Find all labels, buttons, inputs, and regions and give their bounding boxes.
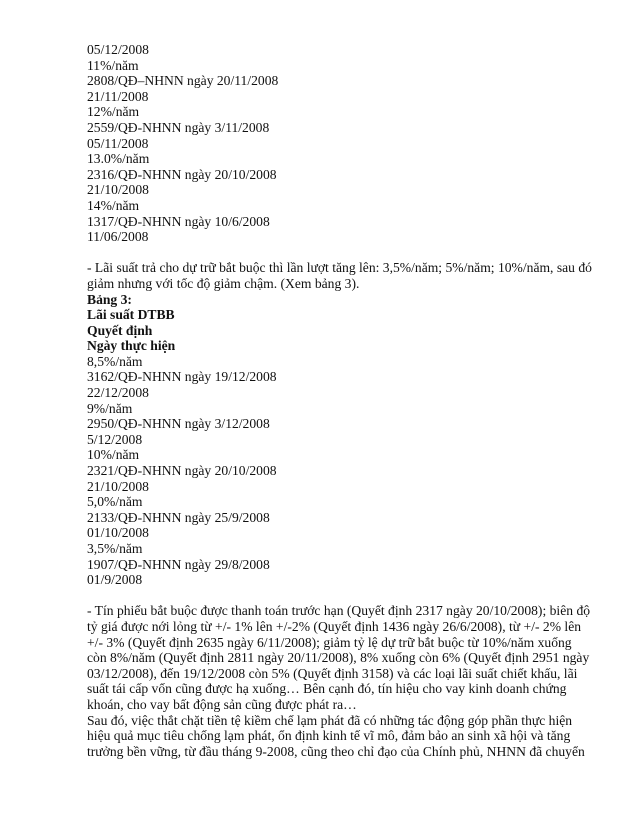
table-cell: 5/12/2008 [87,431,143,447]
paragraph-line: 03/12/2008), đến 19/12/2008 còn 5% (Quyết định 3158) và các loại lãi suất chiết khấu, lãi [87,665,578,681]
paragraph-line: +/- 3% (Quyết định 2635 ngày 6/11/2008); giảm tỷ lệ dự trữ bắt buộc từ 10%/năm xuống [87,634,572,650]
document-page [87,42,607,759]
table-cell: 12%/năm [87,104,140,120]
table-cell: 14%/năm [87,197,140,213]
table-cell: 21/10/2008 [87,182,149,198]
table-cell: 1317/QĐ-NHNN ngày 10/6/2008 [87,213,270,229]
table-cell: 2808/QĐ–NHNN ngày 20/11/2008 [87,73,279,89]
table-cell: 01/9/2008 [87,572,143,588]
table-cell: 13.0%/năm [87,151,150,167]
paragraph-line: còn 8%/năm (Quyết định 2811 ngày 20/11/2008), 8% xuống còn 6% (Quyết định 2951 ngày [87,650,590,666]
table-cell: 2316/QĐ-NHNN ngày 20/10/2008 [87,166,277,182]
table-cell: 22/12/2008 [87,385,149,401]
table-cell: 11%/năm [87,57,139,73]
blank-line [87,245,607,261]
table-cell: 01/10/2008 [87,525,149,541]
paragraph-line: Sau đó, việc thắt chặt tiền tệ kiềm chế lạm phát đã có những tác động góp phần thực hiện [87,712,573,728]
table-cell: 05/11/2008 [87,135,149,151]
paragraph-line: hiệu quả mục tiêu chống lạm phát, ổn định kinh tế vĩ mô, đảm bảo an sinh xã hội và tăng [87,728,571,744]
paragraph-line: - Tín phiếu bắt buộc được thanh toán trước hạn (Quyết định 2317 ngày 20/10/2008); biên độ [87,603,591,619]
table-cell: 21/10/2008 [87,478,149,494]
table-cell: 21/11/2008 [87,88,149,104]
table-cell: 2321/QĐ-NHNN ngày 20/10/2008 [87,463,277,479]
paragraph-line: - Lãi suất trả cho dự trữ bắt buộc thì lần lượt tăng lên: 3,5%/năm; 5%/năm; 10%/năm, sau đó [87,260,592,276]
table-cell: 10%/năm [87,447,140,463]
paragraph-bills [87,603,607,712]
paragraph-reserve-interest [87,260,607,291]
paragraph-line: giảm nhưng với tốc độ giảm chậm. (Xem bảng 3). [87,275,360,291]
table2-tail [87,42,607,245]
paragraph-line: tỷ giá được nới lỏng từ +/- 1% lên +/-2% (Quyết định 1436 ngày 26/6/2008), từ +/- 2% lên [87,618,582,634]
table-cell: 3162/QĐ-NHNN ngày 19/12/2008 [87,369,277,385]
paragraph-line: trưởng bền vững, từ đầu tháng 9-2008, cũng theo chỉ đạo của Chính phủ, NHNN đã chuyển [87,743,585,759]
paragraph-line: khoán, cho vay bất động sản cũng được phát ra… [87,696,357,712]
table-cell: 05/12/2008 [87,42,149,57]
table-cell: 8,5%/năm [87,353,143,369]
paragraph-monetary [87,713,607,760]
table-header: Ngày thực hiện [87,338,176,354]
blank-line [87,588,607,604]
table-cell: 5,0%/năm [87,494,143,510]
table-title: Bảng 3: [87,291,132,307]
table-cell: 2950/QĐ-NHNN ngày 3/12/2008 [87,416,270,432]
table-cell: 3,5%/năm [87,541,143,556]
table-cell: 9%/năm [87,400,133,416]
table-cell: 1907/QĐ-NHNN ngày 29/8/2008 [87,556,270,572]
table-header: Quyết định [87,322,153,338]
table3 [87,292,607,588]
table-cell: 2133/QĐ-NHNN ngày 25/9/2008 [87,509,270,525]
paragraph-line: suất tái cấp vốn cũng được hạ xuống… Bên cạnh đó, tín hiệu cho vay kinh doanh chứng [87,681,567,697]
table-header: Lãi suất DTBB [87,307,175,323]
table-cell: 2559/QĐ-NHNN ngày 3/11/2008 [87,119,270,135]
table-cell: 11/06/2008 [87,229,149,245]
